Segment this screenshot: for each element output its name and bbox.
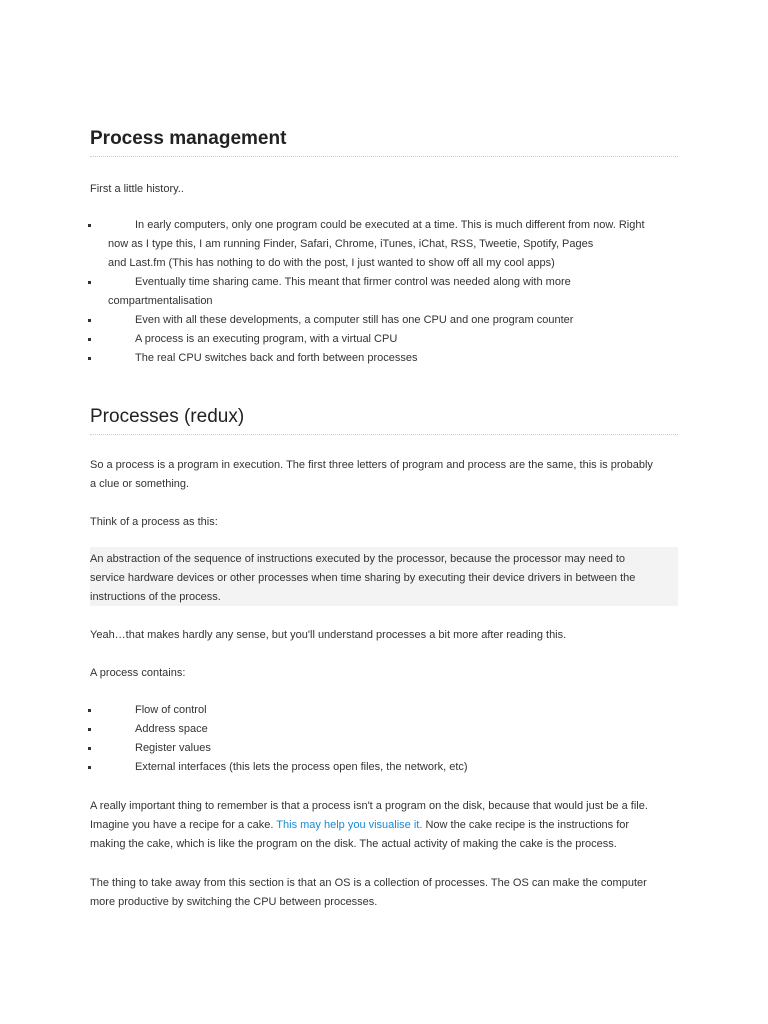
bullet-icon — [88, 338, 91, 341]
paragraph: Yeah…that makes hardly any sense, but you'll understand processes a bit more after reading this. — [90, 629, 567, 641]
bullet-icon — [88, 728, 91, 731]
text-span: Imagine you have a recipe for a cake. — [90, 819, 277, 831]
paragraph: A process contains: — [90, 667, 186, 679]
text-span: Now the cake recipe is the instructions for — [422, 819, 630, 831]
quote-line: service hardware devices or other processes when time sharing by executing their device drivers in between the — [90, 572, 636, 584]
paragraph-line: making the cake, which is like the program on the disk. The actual activity of making the cake is the process. — [90, 838, 617, 850]
list-item-text: Flow of control — [135, 704, 207, 716]
bullet-icon — [88, 357, 91, 360]
bullet-icon — [88, 747, 91, 750]
section-title-process-management: Process management — [90, 128, 678, 157]
quote-block — [90, 547, 678, 606]
list-item-line: Even with all these developments, a computer still has one CPU and one program counter — [135, 314, 574, 326]
bullet-icon — [88, 766, 91, 769]
quote-line: An abstraction of the sequence of instructions executed by the processor, because the processor may need to — [90, 553, 626, 565]
paragraph-line — [90, 816, 678, 835]
list-item — [90, 311, 678, 330]
list-item — [90, 330, 678, 349]
bullet-icon — [88, 224, 91, 227]
list-item-line: A process is an executing program, with a virtual CPU — [135, 333, 398, 345]
list-item-line: now as I type this, I am running Finder, Safari, Chrome, iTunes, iChat, RSS, Tweetie, Spotify, Pages — [108, 238, 594, 250]
list-item — [90, 216, 678, 273]
list-item — [90, 701, 678, 720]
list-item-line: Eventually time sharing came. This meant that firmer control was needed along with more — [135, 276, 571, 288]
paragraph — [90, 797, 678, 854]
paragraph-line: The thing to take away from this section is that an OS is a collection of processes. The OS can make the computer — [90, 877, 647, 889]
bullet-icon — [88, 281, 91, 284]
list-item — [90, 739, 678, 758]
bullet-icon — [88, 319, 91, 322]
list-item-text: Register values — [135, 742, 211, 754]
quote-line: instructions of the process. — [90, 591, 221, 603]
list-item-text: External interfaces (this lets the process open files, the network, etc) — [135, 761, 468, 773]
paragraph-line: a clue or something. — [90, 478, 190, 490]
list-item-line: compartmentalisation — [108, 295, 213, 307]
list-item — [90, 758, 678, 777]
list-item-line: In early computers, only one program could be executed at a time. This is much different from now. Right — [135, 219, 645, 231]
history-list — [90, 216, 678, 368]
list-item — [90, 720, 678, 739]
paragraph: Think of a process as this: — [90, 516, 218, 528]
paragraph-line: more productive by switching the CPU between processes. — [90, 896, 378, 908]
list-item-line: The real CPU switches back and forth between processes — [135, 352, 418, 364]
contains-list — [90, 701, 678, 777]
list-item — [90, 273, 678, 311]
bullet-icon — [88, 709, 91, 712]
list-item — [90, 349, 678, 368]
paragraph-line: So a process is a program in execution. The first three letters of program and process are the same, this is probably — [90, 459, 653, 471]
list-item-text: Address space — [135, 723, 208, 735]
paragraph-line: A really important thing to remember is that a process isn't a program on the disk, because that would just be a file. — [90, 800, 648, 812]
section-title-processes-redux: Processes (redux) — [90, 406, 678, 435]
paragraph — [90, 456, 678, 494]
paragraph — [90, 874, 678, 912]
intro-text: First a little history.. — [90, 183, 184, 195]
list-item-line: and Last.fm (This has nothing to do with the post, I just wanted to show off all my cool apps) — [108, 257, 555, 269]
visualise-link[interactable]: This may help you visualise it. — [276, 819, 423, 831]
